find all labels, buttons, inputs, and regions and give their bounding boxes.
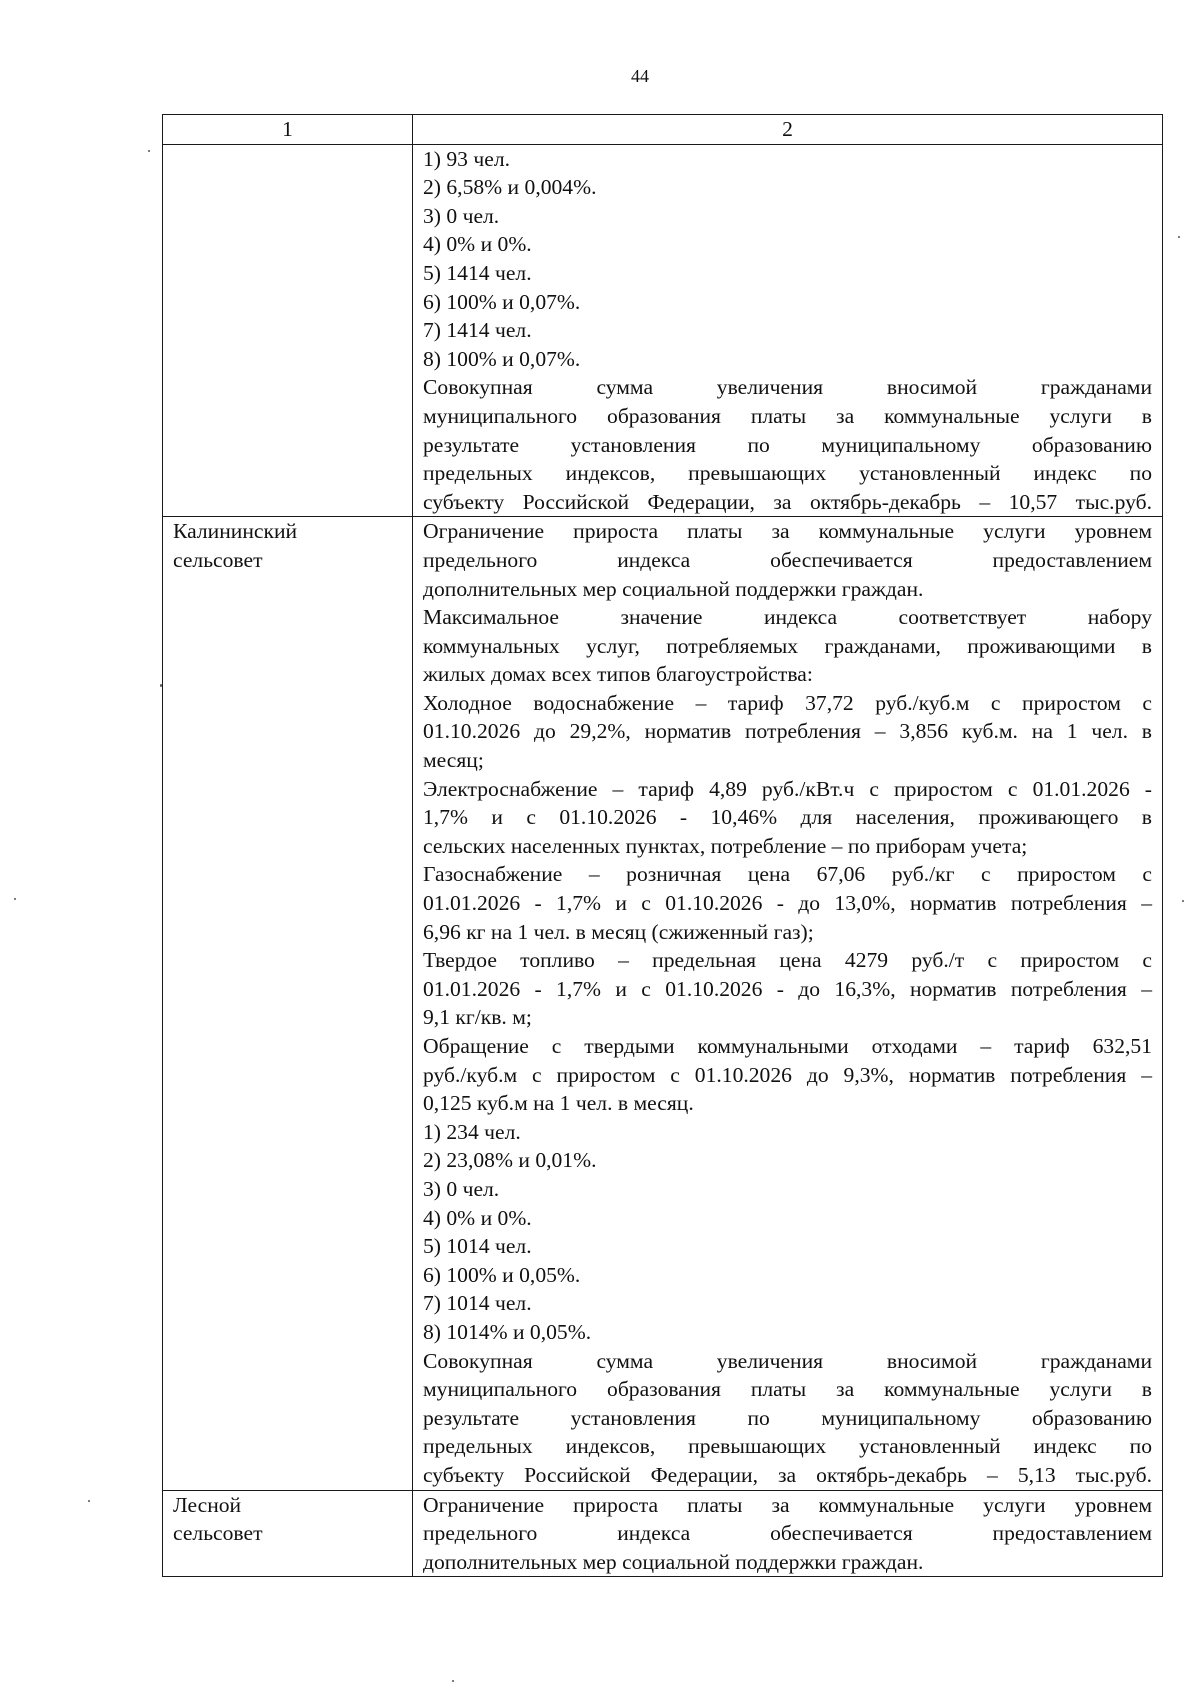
description-line: 7) 1014 чел. bbox=[423, 1291, 532, 1316]
description-line: 1,7% и с 01.10.2026 - 10,46% для населения, проживающего в bbox=[423, 805, 1152, 830]
description-cell bbox=[413, 1490, 1163, 1577]
table-body bbox=[163, 115, 1163, 1577]
region-name-line: сельсовет bbox=[173, 547, 263, 572]
description-line: месяц; bbox=[423, 748, 484, 773]
scan-speck bbox=[160, 684, 162, 687]
description-line: субъекту Российской Федерации, за октябрь-декабрь – 5,13 тыс.руб. bbox=[423, 1462, 1152, 1487]
description-line: предельного индекса обеспечивается предоставлением bbox=[423, 1521, 1152, 1546]
description-line: 01.10.2026 до 29,2%, норматив потребления – 3,856 куб.м. на 1 чел. в bbox=[423, 719, 1152, 744]
description-line: Холодное водоснабжение – тариф 37,72 руб./куб.м с приростом с bbox=[423, 690, 1152, 715]
description-line: 9,1 кг/кв. м; bbox=[423, 1005, 532, 1030]
scan-speck bbox=[88, 1500, 90, 1502]
description-line: 2) 6,58% и 0,004%. bbox=[423, 175, 597, 200]
description-line: муниципального образования платы за коммунальные услуги в bbox=[423, 403, 1152, 428]
description-line: 6) 100% и 0,07%. bbox=[423, 289, 581, 314]
scan-speck bbox=[1178, 236, 1180, 238]
scan-speck bbox=[148, 150, 150, 152]
description-line: 2) 23,08% и 0,01%. bbox=[423, 1148, 597, 1173]
description-line: результате установления по муниципальному образованию bbox=[423, 1405, 1152, 1430]
description-line: 5) 1414 чел. bbox=[423, 260, 532, 285]
description-line: Обращение с твердыми коммунальными отходами – тариф 632,51 bbox=[423, 1034, 1152, 1058]
description-line: предельных индексов, превышающих установленный индекс по bbox=[423, 1434, 1152, 1459]
description-line: Электроснабжение – тариф 4,89 руб./кВт.ч с приростом с 01.01.2026 - bbox=[423, 776, 1152, 801]
description-line: 4) 0% и 0%. bbox=[423, 232, 532, 257]
description-line: 5) 1014 чел. bbox=[423, 1234, 532, 1259]
description-line: предельного индекса обеспечивается предоставлением bbox=[423, 547, 1152, 572]
description-cell bbox=[413, 144, 1163, 517]
description-line: Твердое топливо – предельная цена 4279 руб./т с приростом с bbox=[423, 948, 1152, 973]
description-line: 1) 93 чел. bbox=[423, 146, 510, 171]
header-cell-1: 1 bbox=[163, 115, 413, 145]
table-row bbox=[163, 144, 1163, 517]
description-line: жилых домах всех типов благоустройства: bbox=[423, 662, 813, 687]
scan-speck bbox=[1182, 900, 1184, 902]
region-name-line: Калининский bbox=[173, 519, 298, 544]
page-number: 44 bbox=[631, 66, 649, 86]
description-line: Ограничение прироста платы за коммунальные услуги уровнем bbox=[423, 1492, 1152, 1517]
description-line: дополнительных мер социальной поддержки граждан. bbox=[423, 1549, 924, 1574]
region-name-line: сельсовет bbox=[173, 1521, 263, 1546]
description-line: 01.01.2026 - 1,7% и с 01.10.2026 - до 16,3%, норматив потребления – bbox=[423, 976, 1152, 1001]
description-cell bbox=[413, 517, 1163, 1490]
main-table bbox=[162, 114, 1163, 1577]
description-line: 3) 0 чел. bbox=[423, 203, 500, 228]
description-line: Совокупная сумма увеличения вносимой гражданами bbox=[423, 1348, 1152, 1373]
table-row bbox=[163, 517, 1163, 1490]
description-line: коммунальных услуг, потребляемых гражданами, проживающими в bbox=[423, 633, 1152, 658]
table-row bbox=[163, 1490, 1163, 1577]
description-line: Ограничение прироста платы за коммунальные услуги уровнем bbox=[423, 519, 1152, 544]
region-name-cell bbox=[163, 517, 413, 1490]
description-line: Максимальное значение индекса соответствует набору bbox=[423, 605, 1152, 630]
description-line: Совокупная сумма увеличения вносимой гражданами bbox=[423, 375, 1152, 400]
description-line: предельных индексов, превышающих установленный индекс по bbox=[423, 461, 1152, 486]
region-name-cell bbox=[163, 1490, 413, 1577]
description-line: 8) 1014% и 0,05%. bbox=[423, 1319, 592, 1344]
description-line: Газоснабжение – розничная цена 67,06 руб./кг с приростом с bbox=[423, 862, 1152, 887]
scan-speck bbox=[14, 898, 16, 900]
description-line: руб./куб.м с приростом с 01.10.2026 до 9,3%, норматив потребления – bbox=[423, 1062, 1152, 1087]
description-line: 3) 0 чел. bbox=[423, 1176, 500, 1201]
description-line: дополнительных мер социальной поддержки граждан. bbox=[423, 576, 924, 601]
description-line: 1) 234 чел. bbox=[423, 1119, 521, 1144]
description-line: 7) 1414 чел. bbox=[423, 318, 532, 343]
description-line: субъекту Российской Федерации, за октябрь-декабрь – 10,57 тыс.руб. bbox=[423, 489, 1152, 514]
description-line: сельских населенных пунктах, потребление – по приборам учета; bbox=[423, 833, 1028, 858]
description-line: 6) 100% и 0,05%. bbox=[423, 1262, 581, 1287]
description-line: 8) 100% и 0,07%. bbox=[423, 346, 581, 371]
header-cell-2: 2 bbox=[413, 115, 1163, 145]
region-name-cell bbox=[163, 144, 413, 517]
scan-speck bbox=[452, 1680, 454, 1682]
description-line: результате установления по муниципальному образованию bbox=[423, 432, 1152, 457]
description-line: 0,125 куб.м на 1 чел. в месяц. bbox=[423, 1091, 694, 1116]
description-line: муниципального образования платы за коммунальные услуги в bbox=[423, 1377, 1152, 1402]
description-line: 6,96 кг на 1 чел. в месяц (сжиженный газ); bbox=[423, 919, 814, 944]
region-name-line: Лесной bbox=[173, 1492, 242, 1517]
table-header-row bbox=[163, 115, 1163, 145]
description-line: 4) 0% и 0%. bbox=[423, 1205, 532, 1230]
description-line: 01.01.2026 - 1,7% и с 01.10.2026 - до 13,0%, норматив потребления – bbox=[423, 891, 1152, 916]
